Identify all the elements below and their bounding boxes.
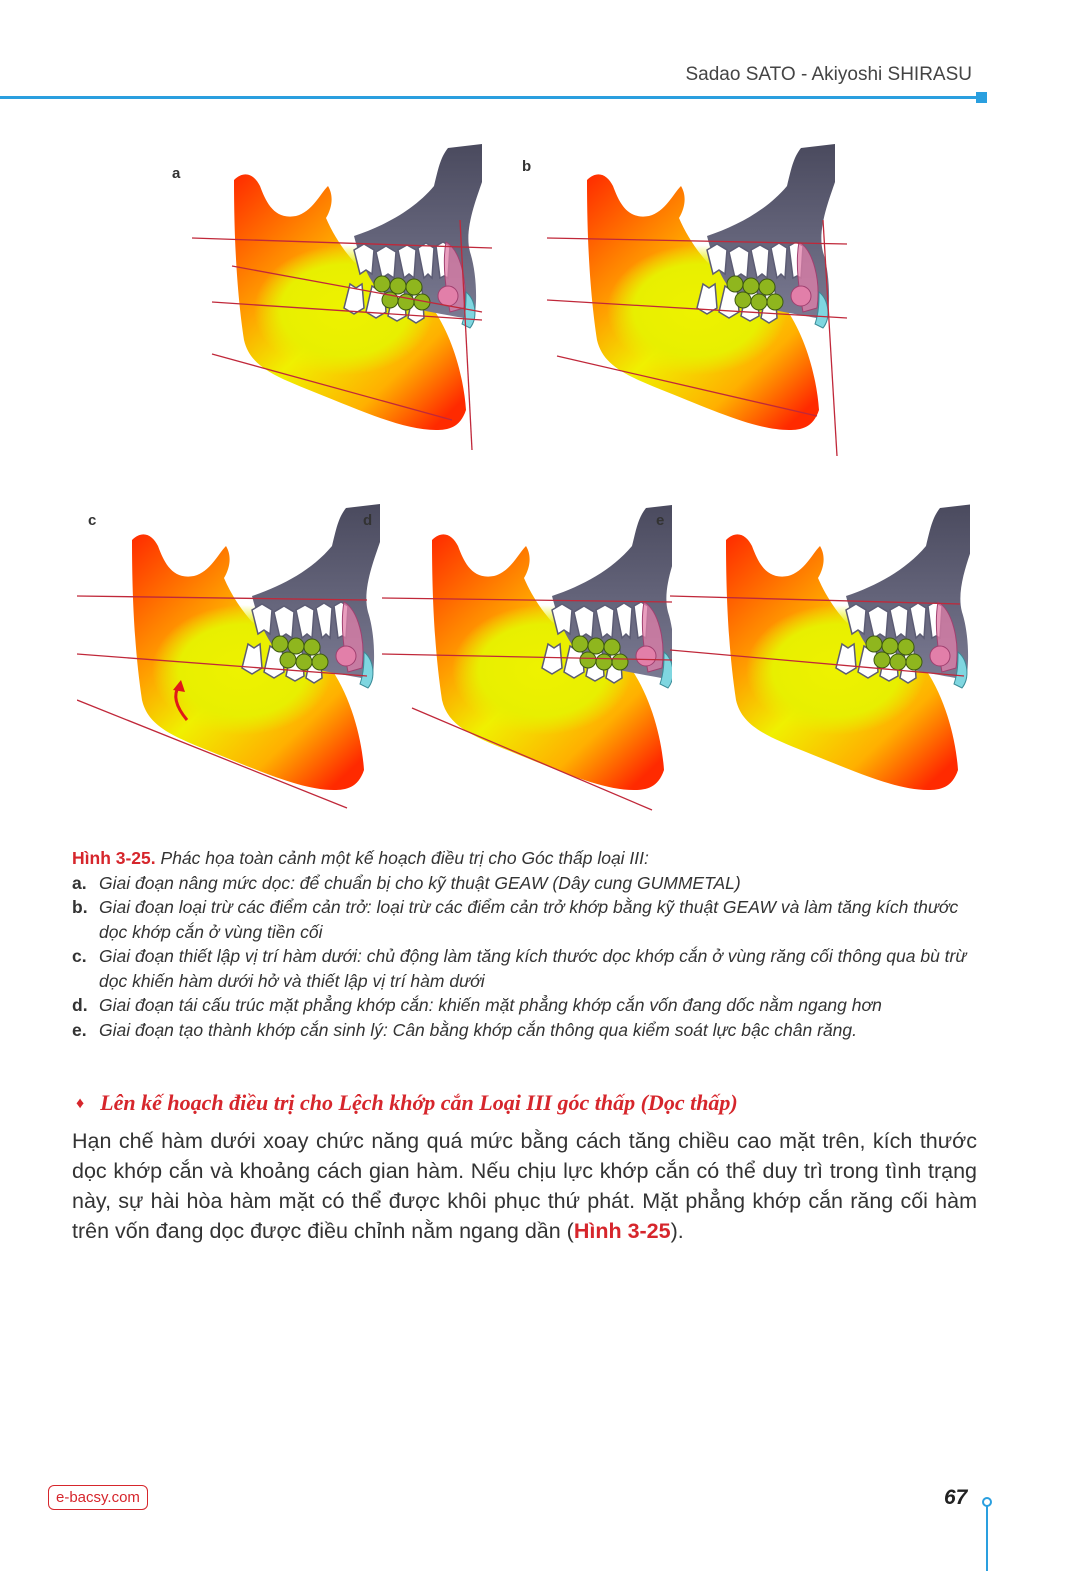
caption-label: Hình 3-25. (72, 848, 156, 868)
caption-item (72, 993, 982, 1018)
caption-item (72, 1018, 982, 1043)
caption-item-text: Giai đoạn nâng mức dọc: để chuẩn bị cho kỹ thuật GEAW (Dây cung GUMMETAL) (99, 872, 741, 893)
figure-3-25 (72, 130, 972, 830)
caption-item-letter: b. (72, 897, 88, 917)
caption-item-text: Giai đoạn thiết lập vị trí hàm dưới: chủ động làm tăng kích thước dọc khớp cắn ở vùng răng cối thông qua bù trừ dọc khiến hàm dưới hở và thiết lập vị trí hàm dưới (99, 946, 967, 991)
caption-item-letter: c. (72, 946, 87, 966)
header-rule-end (976, 92, 987, 103)
caption-item (72, 895, 982, 944)
footer-line (986, 1503, 988, 1571)
body-paragraph (72, 1126, 977, 1246)
figure-panel-c (77, 500, 387, 820)
caption-title: Phác họa toàn cảnh một kế hoạch điều trị cho Góc thấp loại III: (160, 848, 649, 868)
caption-item-letter: a. (72, 872, 87, 893)
figure-panel-e (670, 500, 970, 820)
section-heading (76, 1090, 976, 1116)
figure-panel-d (372, 500, 672, 820)
figure-caption (72, 846, 982, 1042)
footer-dot-icon (982, 1497, 992, 1507)
figure-panel-label-e: e (656, 512, 665, 529)
caption-title-line (72, 846, 982, 871)
figure-panel-label-c: c (88, 512, 97, 529)
page-number: 67 (944, 1486, 968, 1509)
figure-panel-b (537, 140, 857, 460)
caption-item (72, 944, 982, 993)
section-heading-text: Lên kế hoạch điều trị cho Lệch khớp cắn Loại III góc thấp (Dọc thấp) (100, 1090, 738, 1115)
caption-item-text: Giai đoạn loại trừ các điểm cản trở: loại trừ các điểm cản trở khớp bằng kỹ thuật GEAW và làm tăng kích thước dọc khớp cắn ở vùng tiền cối (99, 897, 959, 942)
caption-item (72, 871, 982, 896)
caption-item-letter: e. (72, 1019, 87, 1040)
diamond-bullet-icon: ♦ (76, 1095, 85, 1112)
figure-reference-link[interactable]: Hình 3-25 (573, 1219, 671, 1243)
caption-item-text: Giai đoạn tái cấu trúc mặt phẳng khớp cắn: khiến mặt phẳng khớp cắn vốn đang dốc nằm ngang hơn (99, 995, 882, 1015)
footer-logo: e-bacsy.com (48, 1485, 148, 1510)
figure-panel-a (192, 140, 492, 460)
caption-item-text: Giai đoạn tạo thành khớp cắn sinh lý: Cân bằng khớp cắn thông qua kiểm soát lực bậc chân răng. (99, 1019, 858, 1040)
figure-panel-label-d: d (363, 512, 373, 529)
figure-panel-label-b: b (522, 158, 532, 175)
header-author: Sadao SATO - Akiyoshi SHIRASU (685, 64, 972, 85)
caption-item-letter: d. (72, 995, 88, 1015)
paragraph-text: Hạn chế hàm dưới xoay chức năng quá mức bằng cách tăng chiều cao mặt trên, kích thước dọc khớp cắn và khoảng cách gian hàm. Nếu chịu lực khớp cắn có thể duy trì trong tình trạng này, sự hài hòa hàm mặt có thể được khôi phục thứ phát. Mặt phẳng khớp cắn răng cối hàm trên vốn đang dọc được điều chỉnh nằm ngang dần ( (72, 1129, 977, 1243)
header-rule (0, 96, 980, 99)
figure-panel-label-a: a (172, 165, 181, 182)
paragraph-text-end: ). (670, 1219, 684, 1243)
